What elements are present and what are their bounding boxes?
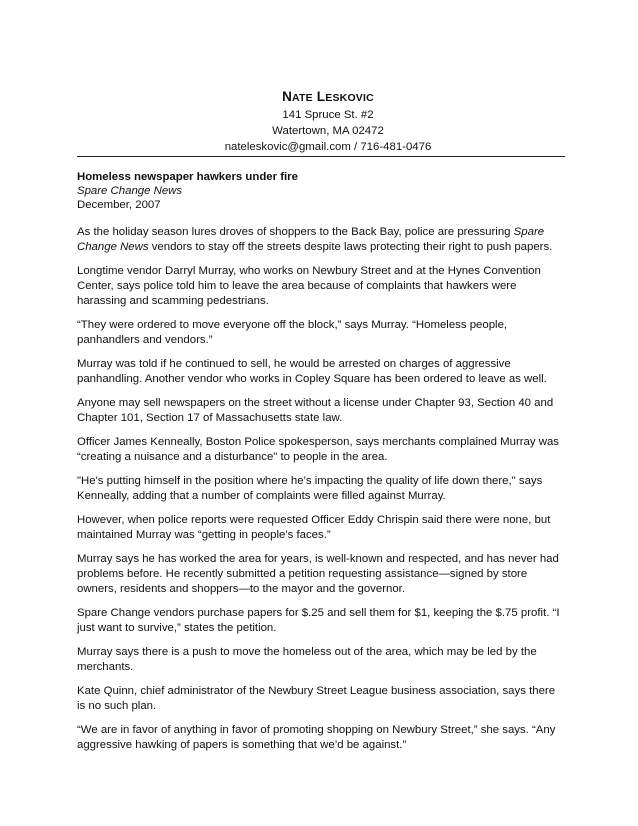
paragraph: “They were ordered to move everyone off the block,” says Murray. “Homeless people, panhandlers and vendors.” xyxy=(77,319,508,346)
address-line-2: Watertown, MA 02472 xyxy=(272,125,384,137)
article-body xyxy=(77,225,565,753)
paragraph-1: As the holiday season lures droves of shoppers to the Back Bay, police are pressuring Spare Change News vendors to stay off the streets despite laws protecting their right to push papers. xyxy=(77,226,553,253)
article-date: December, 2007 xyxy=(77,199,161,211)
letterhead xyxy=(77,88,565,155)
contact-info: nateleskovic@gmail.com / 716-481-0476 xyxy=(224,141,432,153)
paragraph: "He's putting himself in the position where he’s impacting the quality of life down there," says Kenneally, adding that a number of complaints were filled against Murray. xyxy=(77,475,543,502)
header-divider xyxy=(77,156,565,157)
paragraph: Murray was told if he continued to sell, he would be arrested on charges of aggressive panhandling. Another vendor who works in Copley Square has been ordered to leave as well. xyxy=(77,358,547,385)
paragraph: Murray says he has worked the area for years, is well-known and respected, and has never had problems before. He recently submitted a petition requesting assistance—signed by store owners, residents and shoppers—to the mayor and the governor. xyxy=(77,553,559,595)
author-name: NATE LESKOVIC xyxy=(282,89,374,104)
paragraph: Kate Quinn, chief administrator of the Newbury Street League business association, says there is no such plan. xyxy=(77,685,556,712)
publication-name-inline: Spare Change News xyxy=(77,226,545,253)
address-line-1: 141 Spruce St. #2 xyxy=(282,109,374,121)
paragraph: Spare Change vendors purchase papers for $.25 and sell them for $1, keeping the $.75 profit. “I just want to survive,” states the petition. xyxy=(77,607,560,634)
paragraph: “We are in favor of anything in favor of promoting shopping on Newbury Street,” she says. “Any aggressive hawking of papers is something that we’d be against.” xyxy=(77,724,556,751)
article-headline: Homeless newspaper hawkers under fire xyxy=(77,171,298,183)
paragraph: Officer James Kenneally, Boston Police spokesperson, says merchants complained Murray was “creating a nuisance and a disturbance" to people in the area. xyxy=(77,436,559,463)
paragraph: Longtime vendor Darryl Murray, who works on Newbury Street and at the Hynes Convention Center, says police told him to leave the area because of complaints that hawkers were harassing and scamming pedestrians. xyxy=(77,265,541,307)
paragraph: Anyone may sell newspapers on the street without a license under Chapter 93, Section 40 and Chapter 101, Section 17 of Massachusetts state law. xyxy=(77,397,554,424)
document-page xyxy=(77,88,565,762)
article-publication: Spare Change News xyxy=(77,185,183,197)
paragraph: Murray says there is a push to move the homeless out of the area, which may be led by the merchants. xyxy=(77,646,537,673)
paragraph: However, when police reports were requested Officer Eddy Chrispin said there were none, but maintained Murray was “getting in people’s faces.” xyxy=(77,514,551,541)
article-meta xyxy=(77,170,565,212)
